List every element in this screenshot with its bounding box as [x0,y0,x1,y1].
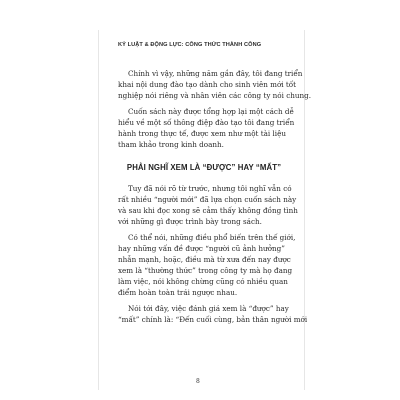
paragraph [118,232,296,298]
text-line: “mất” chính là: “Đến cuối cùng, bản thân người mới [118,315,308,324]
section-heading: PHẢI NGHĨ XEM LÀ “ĐƯỢC” HAY “MẤT” [126,163,282,172]
text-line: Nói tới đây, việc đánh giá xem là “được” hay [128,304,289,313]
paragraph [118,68,312,101]
text-line: với những gì được trình bày trong sách. [118,217,262,226]
text-line: rất nhiều “người mới” đã lựa chọn cuốn sách này [118,195,297,204]
text-line: tham khảo trong kinh doanh. [118,140,224,149]
page-body [118,68,312,330]
text-line: Cuốn sách này được tổng hợp lại một cách dễ [128,107,294,116]
text-line: xem là “thường thức” trong công ty mà họ đang [118,266,293,275]
page-number: 8 [196,378,200,385]
text-line: Tuy đã nói rõ từ trước, nhưng tôi nghĩ vẫn có [128,184,292,193]
text-line: Chính vì vậy, những năm gần đây, tôi đang triển [128,69,303,78]
text-line: hiểu về một số thông điệp đào tạo tôi đang triển [118,118,295,127]
text-line: Có thể nói, những điều phổ biến trên thế giới, [128,233,296,242]
paragraph [118,183,298,227]
text-line: điểm hoàn toàn trái ngược nhau. [118,288,238,297]
running-header: KỶ LUẬT & ĐỘNG LỰC: CÔNG THỨC THÀNH CÔNG [118,42,262,48]
paragraph [118,106,295,150]
text-line: hay những vấn đề được “người cũ ảnh hưởng” [118,244,285,253]
text-line: khai nội dung đào tạo dành cho sinh viên mới tốt [118,80,297,89]
text-line: nhẫn mạnh, hoặc, điều mà từ xưa đến nay được [118,255,291,264]
paragraph [118,303,308,325]
text-line: hành trong thực tế, được xem như một tài liệu [118,129,286,138]
text-line: làm việc, nói không chừng cũng có nhiều quan [118,277,288,286]
text-line: và sau khi đọc xong sẽ cảm thấy không đồng tình [118,206,298,215]
text-line: nghiệp nói riêng và nhân viên các công ty nói chung. [118,91,312,100]
